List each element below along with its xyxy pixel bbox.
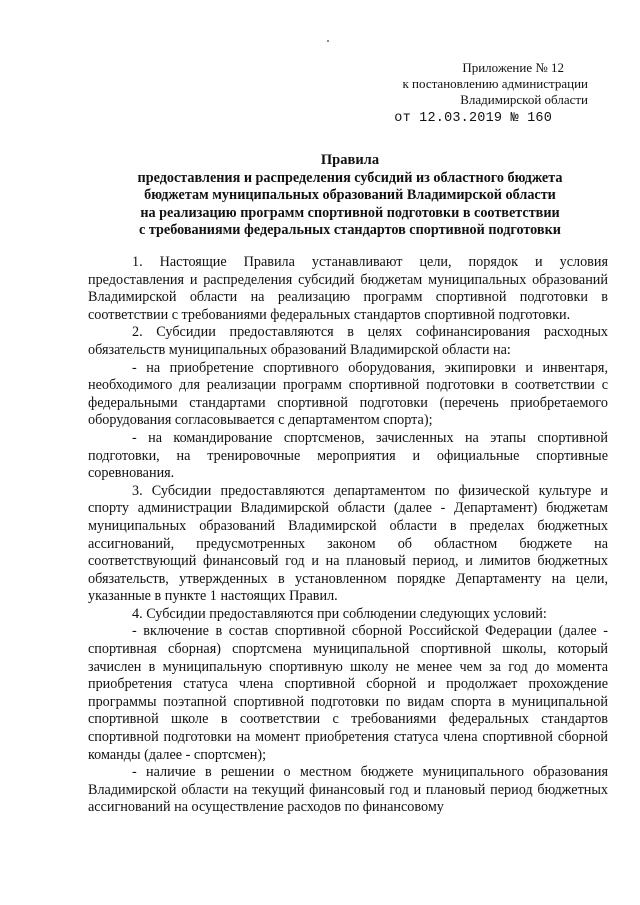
paragraph-2-item-1: - на приобретение спортивного оборудования, экипировки и инвентаря, необходимого для реализации программ спортивной подготовки в соответствии с федеральными стандартами спортивной подготовки (перечень приобретаемого оборудования согласовывается с департаментом спорта); (88, 359, 608, 429)
title-main: Правила (320, 152, 380, 168)
title-line: на реализацию программ спортивной подготовки в соответствии (140, 204, 560, 221)
appendix-number: Приложение № 12 (462, 60, 564, 75)
title-line: бюджетам муниципальных образований Владимирской области (144, 187, 556, 204)
paragraph-3: 3. Субсидии предоставляются департаментом по физической культуре и спорту администрации Владимирской области (далее - Департамент) бюджетам муниципальных образований Владимирской области в пределах бюджетных ассигнований, предусмотренных законом об областном бюджете на соответствующий финансовый год и на плановый период, и лимитов бюджетных обязательств, утвержденных в установленном порядке Департаменту на цели, указанные в пункте 1 настоящих Правил. (88, 482, 608, 605)
appendix-region: Владимирской области (460, 92, 588, 107)
paragraph-4: 4. Субсидии предоставляются при соблюдении следующих условий: (132, 605, 547, 622)
appendix-header (394, 60, 588, 127)
scan-mark (327, 40, 329, 42)
paragraph-2-item-2: - на командирование спортсменов, зачисленных на этапы спортивной подготовки, на тренировочные мероприятия и официальные спортивные соревнования. (88, 429, 608, 482)
paragraph-1: 1. Настоящие Правила устанавливают цели, порядок и условия предоставления и распределения субсидий бюджетам муниципальных образований Владимирской области на реализацию программ спортивной подготовки в соответствии с требованиями федеральных стандартов спортивной подготовки. (88, 254, 608, 323)
paragraph-4-item-2: - наличие в решении о местном бюджете муниципального образования Владимирской области на текущий финансовый год и плановый период бюджетных ассигнований на осуществление расходов по финансовому (88, 764, 608, 816)
appendix-date: от 12.03.2019 № 160 (394, 111, 552, 126)
title-line: предоставления и распределения субсидий из областного бюджета (137, 169, 563, 186)
document-body (88, 254, 608, 817)
appendix-reference: к постановлению администрации (402, 76, 588, 91)
document-title (80, 152, 620, 240)
paragraph-2: 2. Субсидии предоставляются в целях софинансирования расходных обязательств муниципальных образований Владимирской области на: (88, 324, 608, 358)
paragraph-4-item-1: - включение в состав спортивной сборной Российской Федерации (далее - спортивная сборная) спортсмена муниципальной спортивной школы, который зачислен в муниципальную спортивную школу не менее чем за год до момента приобретения статуса члена спортивной сборной и продолжает прохождение программы поэтапной спортивной подготовки по видам спорта в муниципальной спортивной школе в соответствии с требованиями федеральных стандартов спортивной подготовки на момент приобретения статуса члена спортивной сборной команды (далее - спортсмен); (88, 623, 608, 763)
title-line: с требованиями федеральных стандартов спортивной подготовки (139, 222, 561, 239)
